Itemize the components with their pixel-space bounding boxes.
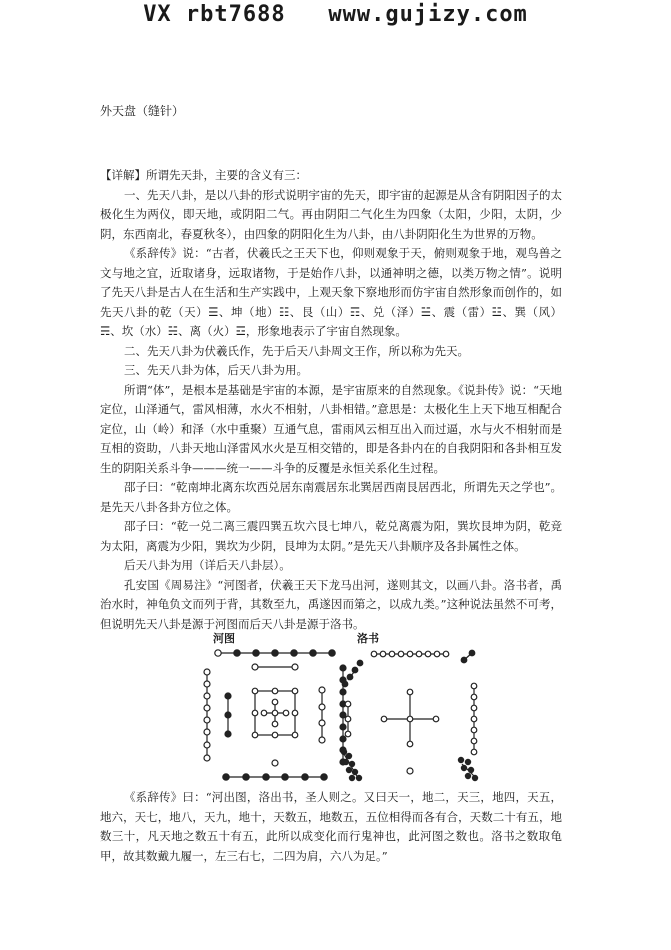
paragraph: 一、先天八卦，是以八卦的形式说明宇宙的先天，即宇宙的起源是从含有阴阳因子的太极化生为两仪，即天地，或阴阳二气。再由阴阳二气化生为四象（太阳，少阳，太阴，少阴，东西南北，春夏秋冬），由四象的阴阳化生为八卦，由八卦阴阳化生为世界的万物。 xyxy=(100,187,562,241)
paragraph: 邵子曰：“乾一兑二离三震四巽五坎六艮七坤八，乾兑离震为阳，巽坎艮坤为阴，乾竞为太阳，离震为少阳，巽坎为少阴，艮坤为太阴。”是先天八卦顺序及各卦属性之体。 xyxy=(100,519,562,553)
watermark: VX rbt7688 www.gujizy.com xyxy=(143,2,528,27)
paragraph: 【详解】所谓先天卦，主要的含义有三： xyxy=(100,168,307,182)
paragraph: 三、先天八卦为体，后天八卦为用。 xyxy=(124,363,308,377)
luoshu-label: 洛书 xyxy=(357,632,379,645)
paragraph: 邵子曰：“乾南坤北离东坎西兑居东南震居东北巽居西南艮居西北，所谓先天之学也”。是先天八卦各卦方位之体。 xyxy=(100,480,562,514)
paragraph: 所谓“体”，是根本是基础是宇宙的本源，是宇宙原来的自然现象。《说卦传》说：“天地定位，山泽通气，雷风相薄，水火不相射，八卦相错。”意思是：太极化生上天下地互相配合定位，山（岭）和泽（水中重聚）互通气息，雷雨风云相互出入而过逼，水与火不相射而是互相的资助，八卦天地山泽雷风水火是互相交错的，即是各卦内在的自我阴阳和各卦相互发生的阴阳关系斗争———统一——斗争的反覆是永恒关系化生过程。 xyxy=(100,382,562,475)
closing-text xyxy=(100,788,562,866)
paragraph: 二、先天八卦为伏羲氏作，先于后天八卦周文王作，所以称为先天。 xyxy=(124,343,469,358)
paragraph: 《系辞传》曰：“河出图，洛出书，圣人则之。又曰天一，地二，天三，地四，天五，地六，天七，地八，天九，地十，天数五，地数五，五位相得而各有合，天数二十有五，地数三十，凡天地之数五十有五，此所以成变化而行鬼神也，此河图之数也。洛书之数取龟甲，故其数戴九履一，左三右七，二四为肩，六八为足。” xyxy=(100,790,562,863)
hetu-diagram xyxy=(200,646,350,784)
paragraph: 《系辞传》说：“古者，伏羲氏之王天下也，仰则观象于天，俯则观象于地，观鸟兽之文与地之宜，近取诸身，远取诸物，于是始作八卦，以通神明之德，以类万物之情”。说明了先天八卦是古人在生活和生产实践中，上观天象下察地形而仿宇宙自然形象而创作的，如先天八卦的乾（天）☰、坤（地）☷、艮（山）☶、兑（泽）☱、震（雷）☳、巽（风）☴、坎（水）☵、离（火）☲，形象地表示了宇宙自然现象。 xyxy=(100,246,562,338)
main-text xyxy=(100,166,562,634)
section-subtitle: 外天盘（缝针） xyxy=(100,104,185,118)
paragraph: 后天八卦为用（详后天八卦层）。 xyxy=(124,558,291,572)
hetu-label: 河图 xyxy=(213,632,235,645)
luoshu-diagram xyxy=(340,646,480,784)
paragraph: 孔安国《周易注》“河图者，伏羲王天下龙马出河，遂则其文，以画八卦。洛书者，禹治水时，神龟负文而列于背，其数至九，禹遂因而第之，以成九类。”这种说法虽然不可考，但说明先天八卦是源于河图而后天八卦是源于洛书。 xyxy=(100,577,562,631)
